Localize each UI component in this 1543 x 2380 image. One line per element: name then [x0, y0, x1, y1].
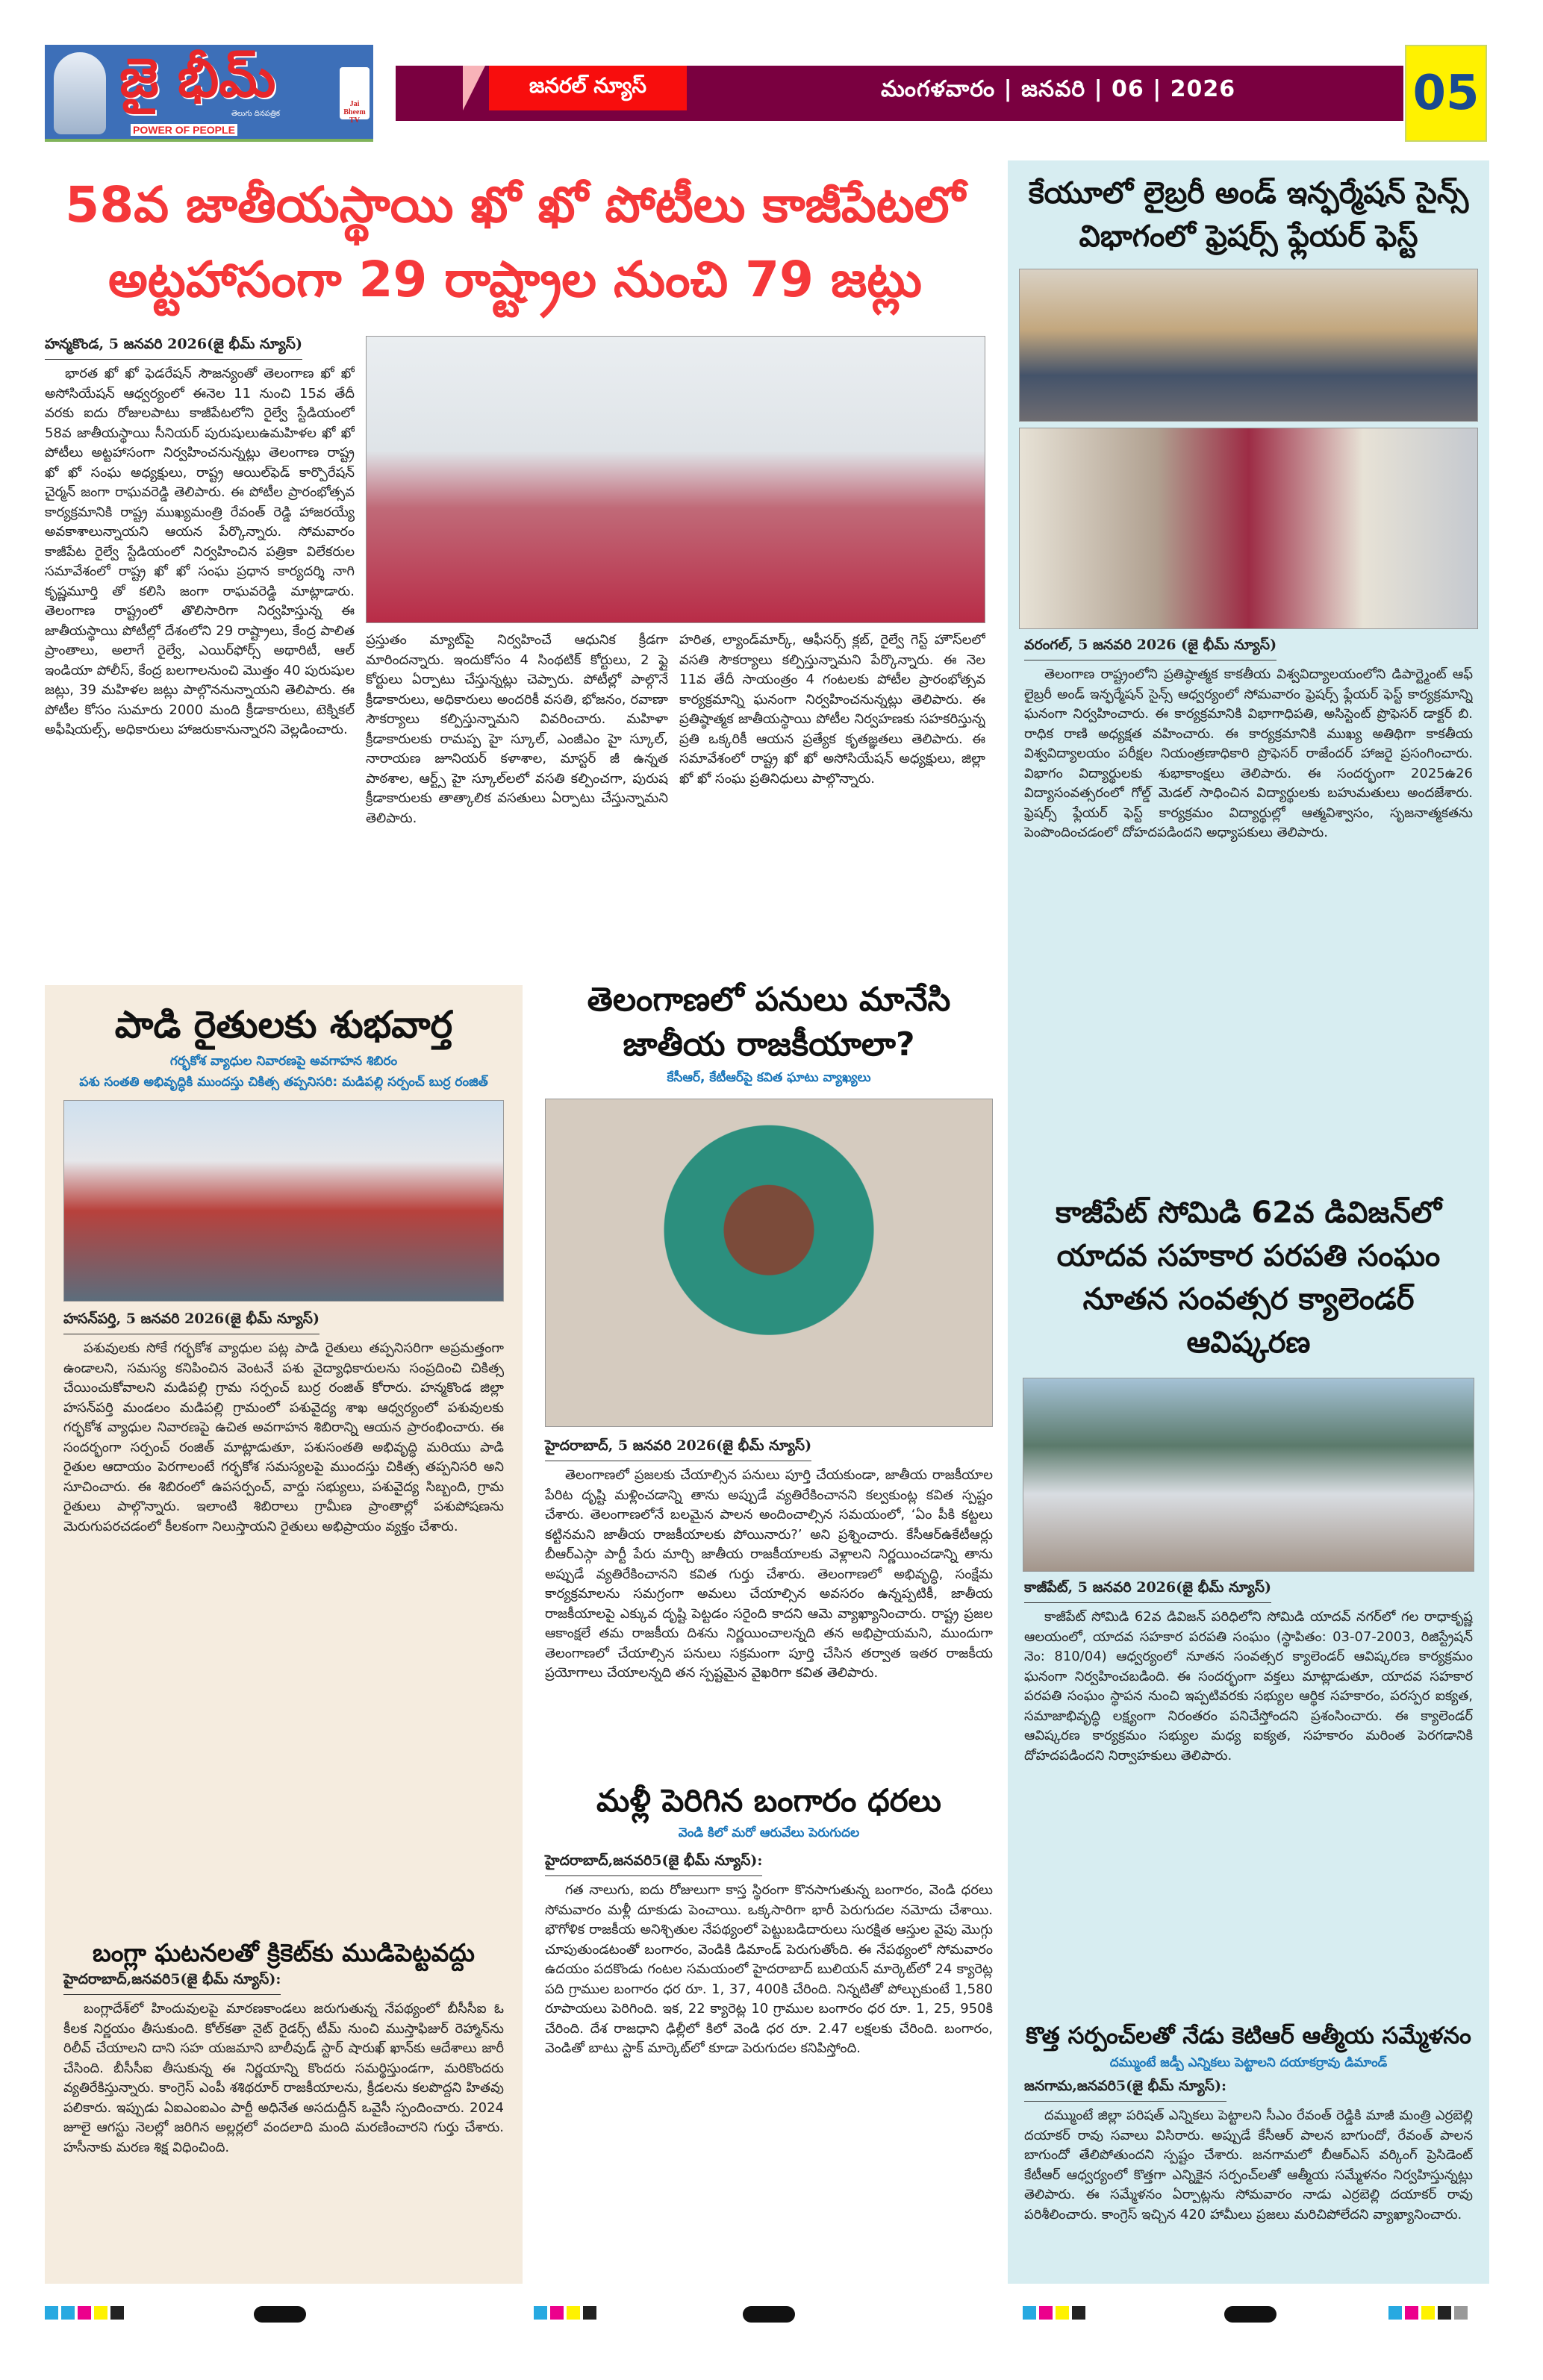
- section-label: జనరల్ న్యూస్: [489, 66, 687, 110]
- kavitha-body: తెలంగాణలో ప్రజలకు చేయాల్సిన పనులు పూర్తి చేయకుండా, జాతీయ రాజకీయాల పేరిట దృష్టి మళ్లించడాన్ని తాను అప్పుడే వ్యతిరేకించానని కల్వకుంట్ల కవిత స్పష్టం చేశారు. తెలంగాణలోనే బలమైన పాలన అందించాల్సిన సమయంలో, ‘ఏం పీకి కట్టలు కట్టినమని జాతీయ రాజకీయాలకు పోయినారు?’ అని ప్రశ్నించారు. కేసీఆర్ఉకేటీఆర్లు బీఆర్ఎస్గా పార్టీ పేరు మార్చి జాతీయ రాజకీయాలకు వెళ్లాలని నిర్ణయించడాన్ని తాను అప్పుడే వ్యతిరేకించానని కవిత గుర్తు చేశారు. తెలంగాణలో అభివృద్ధి, సంక్షేమ కార్యక్రమాలను సమగ్రంగా అమలు చేయాల్సిన అవసరం ఉన్నప్పటికీ, జాతీయ రాజకీయాలపై ఎక్కువ దృష్టి పెట్టడం సరైంది కాదని ఆమె వ్యాఖ్యానించారు. రాష్ట్ర ప్రజల ఆకాంక్షలే తమ రాజకీయ దిశను నిర్ణయించాలన్నది తన అభిప్రాయమని, ముందుగా తెలంగాణలో చేయాల్సిన పనులు సక్రమంగా పూర్తి చేసిన తర్వాత ఇతర రాజకీయ ప్రయోగాలు చేయాలన్నది తన స్పష్టమైన వైఖరిగా కవిత తెలిపారు.: [545, 1467, 993, 1681]
- logo-tagline: POWER OF PEOPLE: [131, 124, 237, 136]
- registration-mark: [1023, 2306, 1036, 2320]
- registration-mark: [61, 2306, 75, 2320]
- lead-body-3: హరిత, ల్యాండ్‌మార్క్, ఆఫీసర్స్ క్లబ్, రైల్వే గెస్ట్ హౌస్‌లలో వసతి సౌకర్యాలు కల్పిస్తున్నామని పేర్కొన్నారు. ఈ నెల 11వ తేదీ సాయంత్రం 4 గంటలకు పోటీల ప్రారంభోత్సవ కార్యక్రమాన్ని ఘనంగా నిర్వహించనున్నట్లు తెలిపారు. ఈ ప్రతిష్ఠాత్మక జాతీయస్థాయి పోటీల నిర్వహణకు సహకరిస్తున్న ప్రతి ఒక్కరికీ ఆయన ప్రత్యేక కృతజ్ఞతలు తెలిపారు. ఈ సమావేశంలో రాష్ట్ర ఖో ఖో అసోసియేషన్ అధ్యక్షులు, జిల్లా ఖో ఖో సంఘ ప్రతినిధులు పాల్గొన్నారు.: [679, 632, 985, 787]
- page-number: 05: [1405, 45, 1487, 142]
- ambedkar-portrait: [54, 52, 106, 134]
- lead-headline-line-2: అట్టహాసంగా 29 రాష్ట్రాల నుంచి 79 జట్లు: [108, 251, 922, 308]
- dairy-panel: [45, 985, 523, 2284]
- lead-headline: [37, 168, 993, 317]
- logo-sub: తెలుగు దినపత్రిక: [231, 110, 281, 118]
- tv-logo: Jai Bheem TV: [340, 67, 370, 119]
- gold-dateline: హైదరాబాద్,జనవరి5(జై భీమ్ న్యూస్):: [545, 1852, 762, 1876]
- yadav-calendar-photo: [1023, 1378, 1474, 1572]
- lead-body-2: ప్రస్తుతం మ్యాట్‌పై నిర్వహించే ఆధునిక క్రీడగా మారిందన్నారు. ఇందుకోసం 4 సింథటిక్ కోర్టులు, 2 ఫ్లై కోర్టులు ఏర్పాటు చేస్తున్నట్లు చెప్పారు. పోటీల్లో పాల్గొనే క్రీడాకారులు, అధికారులు అందరికీ వసతి, భోజనం, రవాణా సౌకర్యాలు కల్పిస్తున్నామని వివరించారు. మహిళా క్రీడాకారులకు రామప్ప హై స్కూల్, ఎంజీఎం హై స్కూల్, నారాయణ జూనియర్ కళాశాల, మాస్టర్ జీ ఉన్నత పాఠశాల, ఆర్ట్స్ హై స్కూల్‌లలో వసతి కల్పించగా, పురుష క్రీడాకారులకు తాత్కాలిక వసతులు ఏర్పాటు చేస్తున్నామని తెలిపారు.: [366, 632, 668, 826]
- registration-mark: [1438, 2306, 1451, 2320]
- lead-column-1: [45, 336, 355, 933]
- bangla-body: బంగ్లాదేశ్‌లో హిందువులపై మారణకాండలు జరుగుతున్న నేపథ్యంలో బీసీసీఐ ఓ కీలక నిర్ణయం తీసుకుంది. కోల్‌కతా నైట్ రైడర్స్ టీమ్ నుంచి ముస్తాఫిజుర్ రెహ్మాన్‌ను రిలీవ్ చేయాలని దాని సహ యజమాని బాలీవుడ్ స్టార్ షారుఖ్ ఖాన్‌కు ఆదేశాలు జారీ చేసింది. బీసీసీఐ తీసుకున్న ఈ నిర్ణయాన్ని కొందరు సమర్థిస్తుండగా, మరికొందరు వ్యతిరేకిస్తున్నారు. కాంగ్రెస్ ఎంపీ శశిథరూర్ రాజకీయాలను, క్రీడలను కలపొద్దని హితవు పలికారు. ఇప్పుడు ఏఐఎంఐఎం పార్టీ అధినేత అసదుద్దీన్ ఒవైసీ స్పందించారు. 2024 జూలై ఆగస్టు నెలల్లో జరిగిన అల్లర్లలో వందలాది మంది మరణించారని గుర్తు చేశారు. హసీనాకు మరణ శిక్ష విధించింది.: [63, 2001, 504, 2155]
- dairy-subheadline-1: గర్భకోశ వ్యాధుల నివారణపై అవగాహన శిబిరం: [169, 1054, 398, 1069]
- ku-headline: కేయూలో లైబ్రరీ అండ్ ఇన్ఫర్మేషన్ సైన్స్ విభాగంలో ఫ్రెషర్స్ ఫ్లేయర్ ఫెస్ట్: [1028, 176, 1469, 254]
- registration-mark: [94, 2306, 107, 2320]
- section-bar: [396, 66, 1403, 121]
- registration-mark: [1072, 2306, 1085, 2320]
- dairy-dateline: హసన్‌పర్తి, 5 జనవరి 2026(జై భీమ్ న్యూస్): [63, 1311, 319, 1334]
- gold-body: గత నాలుగు, ఐదు రోజులుగా కాస్త స్థిరంగా కొనసాగుతున్న బంగారం, వెండి ధరలు సోమవారం మళ్లీ దూకుడు పెంచాయి. ఒక్కసారిగా భారీ పెరుగుదల నమోదు చేశాయి. భౌగోళిక రాజకీయ అనిశ్చితుల నేపథ్యంలో పెట్టుబడిదారులు సురక్షిత ఆస్తుల వైపు మొగ్గు చూపుతుండటంతో బంగారం, వెండికి డిమాండ్ పెరుగుతోంది. ఈ నేపథ్యంలో సోమవారం ఉదయం పదకొండు గంటల సమయంలో హైదరాబాద్ బులియన్ మార్కెట్‌లో 24 క్యారెట్ల పది గ్రాముల బంగారం ధర రూ. 1, 37, 400కి చేరింది. నిన్నటితో పోల్చుకుంటే 1,580 రూపాయలు పెరిగింది. ఇక, 22 క్యారెట్ల 10 గ్రాముల బంగారం ధర రూ. 1, 25, 950కి చేరింది. దేశ రాజధాని ఢిల్లీలో కిలో వెండి ధర రూ. 2.47 లక్షలకు చేరింది. బంగారం, వెండితో బాటు స్టాక్ మార్కెట్‌లో కూడా పెరుగుదల కనిపిస్తోంది.: [545, 1882, 993, 2056]
- kavitha-headline: తెలంగాణలో పనులు మానేసి జాతీయ రాజకీయాలా?: [587, 981, 951, 1063]
- registration-mark: [1039, 2306, 1053, 2320]
- dairy-camp-photo: [63, 1100, 504, 1302]
- middle-column: [537, 978, 1000, 2284]
- registration-mark: [1388, 2306, 1402, 2320]
- registration-mark: [78, 2306, 91, 2320]
- lead-dateline: హన్మకొండ, 5 జనవరి 2026(జై భీమ్ న్యూస్): [45, 336, 302, 360]
- ku-body: తెలంగాణ రాష్ట్రంలోని ప్రతిష్ఠాత్మక కాకతీయ విశ్వవిద్యాలయంలోని డిపార్ట్మెంట్ ఆఫ్ లైబ్రరీ అండ్ ఇన్ఫర్మేషన్ సైన్స్ ఆధ్వర్యంలో సోమవారం ఫ్రెషర్స్ ఫ్లేయర్ ఫెస్ట్ కార్యక్రమాన్ని ఘనంగా నిర్వహించారు. ఈ కార్యక్రమానికి విభాగాధిపతి, అసిస్టెంట్ ప్రొఫెసర్ డాక్టర్ బి. రాధిక రాణి అధ్యక్షత వహించారు. ఈ కార్యక్రమానికి ముఖ్య అతిథిగా కాకతీయ విశ్వవిద్యాలయం పరీక్షల నియంత్రణాధికారి ప్రొఫెసర్ రాజేందర్ హాజరై ప్రసంగించారు. విభాగం విద్యార్థులకు శుభాకాంక్షలు తెలిపారు. ఈ సందర్భంగా 2025ఉ26 విద్యాసంవత్సరంలో గోల్డ్ మెడల్ సాధించిన విద్యార్థులకు బహుమతులు అందజేశారు. ఫ్రెషర్స్ ఫ్లేయర్ ఫెస్ట్ కార్యక్రమం విద్యార్థుల్లో ఆత్మవిశ్వాసం, సృజనాత్మకతను పెంపొందించడంలో దోహదపడిందని అధ్యాపకులు తెలిపారు.: [1024, 666, 1473, 840]
- registration-pill: [743, 2306, 795, 2323]
- ktr-headline: కొత్త సర్పంచ్‌లతో నేడు కెటిఆర్ ఆత్మీయ సమ్మేళనం: [1026, 2023, 1471, 2049]
- ktr-subheadline: దమ్ముంటే జడ్పీ ఎన్నికలు పెట్టాలని దయాకర్రావు డిమాండ్: [1109, 2055, 1388, 2070]
- kavitha-dateline: హైదరాబాద్, 5 జనవరి 2026(జై భీమ్ న్యూస్): [545, 1437, 811, 1461]
- logo-name: జై భీమ్: [119, 46, 276, 109]
- registration-mark: [583, 2306, 596, 2320]
- ku-dateline: వరంగల్, 5 జనవరి 2026 (జై భీమ్ న్యూస్): [1024, 637, 1277, 660]
- issue-date: మంగళవారం | జనవరి | 06 | 2026: [881, 76, 1236, 102]
- dairy-body: పశువులకు సోకే గర్భకోశ వ్యాధుల పట్ల పాడి రైతులు తప్పనిసరిగా అప్రమత్తంగా ఉండాలని, సమస్య కనిపించిన వెంటనే పశు వైద్యాధికారులను సంప్రదించి చికిత్స చేయించుకోవాలని మడిపల్లి గ్రామ సర్పంచ్ బుర్ర రంజిత్ కోరారు. హన్మకొండ జిల్లా హసన్‌పర్తి మండలం మడిపల్లి గ్రామంలో పశువైద్య శాఖ ఆధ్వర్యంలో పశువులకు గర్భకోశ వ్యాధుల నివారణపై ఉచిత అవగాహన శిబిరాన్ని ఆయన ప్రారంభించారు. ఈ సందర్భంగా సర్పంచ్ రంజిత్ మాట్లాడుతూ, పశుసంతతి అభివృద్ధి మరియు పాడి రైతుల ఆదాయం పెరగాలంటే గర్భకోశ సమస్యలపై ముందస్తు చికిత్స తప్పనిసరి అని సూచించారు. ఈ శిబిరంలో ఉపసర్పంచ్, వార్డు సభ్యులు, పశువైద్య సిబ్బంది, గ్రామ రైతులు పాల్గొన్నారు. ఇలాంటి శిబిరాలు గ్రామీణ ప్రాంతాల్లో పశుపోషణను మెరుగుపరచడంలో కీలకంగా నిలుస్తాయని రైతులు అభిప్రాయం వ్యక్తం చేశారు.: [63, 1340, 504, 1534]
- right-panel: [1008, 160, 1489, 2284]
- registration-mark: [567, 2306, 580, 2320]
- registration-mark: [1056, 2306, 1069, 2320]
- registration-mark: [1421, 2306, 1435, 2320]
- yadav-headline: కాజీపేట్ సోమిడి 62వ డివిజన్‌లో యాదవ సహకార పరపతి సంఘం నూతన సంవత్సర క్యాలెండర్ ఆవిష్కరణ: [1055, 1196, 1442, 1360]
- ku-award-photo: [1019, 428, 1478, 629]
- kavitha-subheadline: కేసీఆర్, కేటీఆర్‌పై కవిత ఘాటు వ్యాఖ్యలు: [667, 1070, 871, 1085]
- gold-headline: మళ్లీ పెరిగిన బంగారం ధరలు: [596, 1782, 941, 1819]
- ktr-body: దమ్ముంటే జిల్లా పరిషత్ ఎన్నికలు పెట్టాలని సీఎం రేవంత్ రెడ్డికి మాజీ మంత్రి ఎర్రబెల్లి దయాకర్ రావు సవాలు విసిరారు. అప్పుడే కేసీఆర్ పాలన బాగుందో, రేవంత్ పాలన బాగుందో తేలిపోతుందని స్పష్టం చేశారు. జనగామలో బీఆర్ఎస్ వర్కింగ్ ప్రెసిడెంట్ కేటీఆర్ ఆధ్వర్యంలో కొత్తగా ఎన్నికైన సర్పంచ్‌లతో ఆత్మీయ సమ్మేళనం నిర్వహిస్తున్నట్లు తెలిపారు. ఈ సమ్మేళనం ఏర్పాట్లను సోమవారం నాడు ఎర్రబెల్లి దయాకర్ రావు పరిశీలించారు. కాంగ్రెస్ ఇచ్చిన 420 హామీలు ప్రజలు మరిచిపోలేదని వ్యాఖ్యానించారు.: [1024, 2108, 1473, 2223]
- registration-mark: [534, 2306, 547, 2320]
- registration-mark: [45, 2306, 58, 2320]
- dairy-headline: పాడి రైతులకు శుభవార్త: [114, 1003, 453, 1046]
- masthead-logo: [45, 45, 373, 142]
- registration-mark: [1454, 2306, 1468, 2320]
- registration-mark: [1405, 2306, 1418, 2320]
- kavitha-photo: [545, 1099, 993, 1427]
- ku-students-photo: [1019, 269, 1478, 422]
- ktr-dateline: జనగామ,జనవరి5(జై భీమ్ న్యూస్):: [1024, 2078, 1226, 2102]
- yadav-body: కాజీపేట్ సోమిడి 62వ డివిజన్ పరిధిలోని సోమిడి యాదవ్ నగర్‌లో గల రాధాకృష్ణ ఆలయంలో, యాదవ సహకార పరపతి సంఘం (స్థాపితం: 03-07-2003, రిజిస్ట్రేషన్ నెం: 810/04) ఆధ్వర్యంలో నూతన సంవత్సర క్యాలెండర్ ఆవిష్కరణ కార్యక్రమం ఘనంగా నిర్వహించబడింది. ఈ సందర్భంగా వక్తలు మాట్లాడుతూ, యాదవ సహకార పరపతి సంఘం స్థాపన నుంచి ఇప్పటివరకు సభ్యుల ఆర్థిక సహకారం, పరస్పర ఐక్యత, సమాజాభివృద్ధి లక్ష్యంగా నిరంతరం పనిచేస్తోందని ప్రశంసించారు. ఈ క్యాలెండర్ ఆవిష్కరణ కార్యక్రమం సభ్యుల మధ్య ఐక్యత, సహకారం మరింత పెరగడానికి దోహదపడిందని నిర్వాహకులు తెలిపారు.: [1024, 1609, 1473, 1764]
- yadav-dateline: కాజీపేట్, 5 జనవరి 2026(జై భీమ్ న్యూస్): [1024, 1579, 1271, 1603]
- bangla-headline: బంగ్లా ఘటనలతో క్రికెట్‌కు ముడిపెట్టవద్దు: [93, 1938, 475, 1967]
- gold-subheadline: వెండి కిలో మరో ఆరువేలు పెరుగుదల: [678, 1825, 860, 1840]
- registration-pill: [254, 2306, 306, 2323]
- dairy-subheadline-2: పశు సంతతి అభివృద్ధికి ముందస్తు చికిత్స తప్పనిసరి: మడిపల్లి సర్పంచ్ బుర్ర రంజిత్: [79, 1075, 488, 1090]
- press-meet-photo: [366, 336, 985, 623]
- bangla-dateline: హైదరాబాద్,జనవరి5(జై భీమ్ న్యూస్):: [63, 1971, 281, 1995]
- lead-body-1: భారత ఖో ఖో ఫెడరేషన్ సౌజన్యంతో తెలంగాణ ఖో ఖో అసోసియేషన్ ఆధ్వర్యంలో ఈనెల 11 నుంచి 15వ తేదీ వరకు ఐదు రోజులపాటు కాజీపేటలోని రైల్వే స్టేడియంలో 58వ జాతీయస్థాయి సీనియర్ పురుషులుఉమహిళల ఖో ఖో పోటీలు అట్టహాసంగా నిర్వహించనున్నట్లు తెలంగాణ రాష్ట్ర ఖో ఖో సంఘ అధ్యక్షులు, రాష్ట్ర ఆయిల్‌ఫెడ్ కార్పొరేషన్ చైర్మన్ జంగా రాఘవరెడ్డి తెలిపారు. ఈ పోటీల ప్రారంభోత్సవ కార్యక్రమానికి రాష్ట్ర ముఖ్యమంత్రి రేవంత్ రెడ్డి హాజరయ్యే అవకాశాలున్నాయని ఆయన పేర్కొన్నారు. సోమవారం కాజీపేట రైల్వే స్టేడియంలో నిర్వహించిన పత్రికా విలేకరుల సమావేశంలో రాష్ట్ర ఖో ఖో సంఘ ప్రధాన కార్యదర్శి నాగి కృష్ణమూర్తి తో కలిసి జంగా రాఘవరెడ్డి మాట్లాడారు. తెలంగాణ రాష్ట్రంలో తొలిసారిగా నిర్వహిస్తున్న ఈ జాతీయస్థాయి పోటీల్లో దేశంలోని 29 రాష్ట్రాలు, కేంద్ర పాలిత ప్రాంతాలు, అలాగే రైల్వే, ఎయిర్‌ఫోర్స్ అథారిటీ, ఆల్ ఇండియా పోలీస్, కేంద్ర బలగాలనుంచి మొత్తం 40 పురుషుల జట్లు, 39 మహిళల జట్లు పాల్గొననున్నాయని తెలిపారు. ఈ పోటీల కోసం సుమారు 2000 మంది క్రీడాకారులు, టెక్నికల్ అఫీషియల్స్, అధికారులు హాజరుకానున్నారని వెల్లడించారు.: [45, 366, 355, 737]
- registration-pill: [1224, 2306, 1277, 2323]
- bar-decoration: [463, 66, 485, 110]
- lead-headline-line-1: 58వ జాతీయస్థాయి ఖో ఖో పోటీలు కాజీపేటలో: [65, 176, 965, 234]
- registration-mark: [550, 2306, 564, 2320]
- registration-mark: [110, 2306, 124, 2320]
